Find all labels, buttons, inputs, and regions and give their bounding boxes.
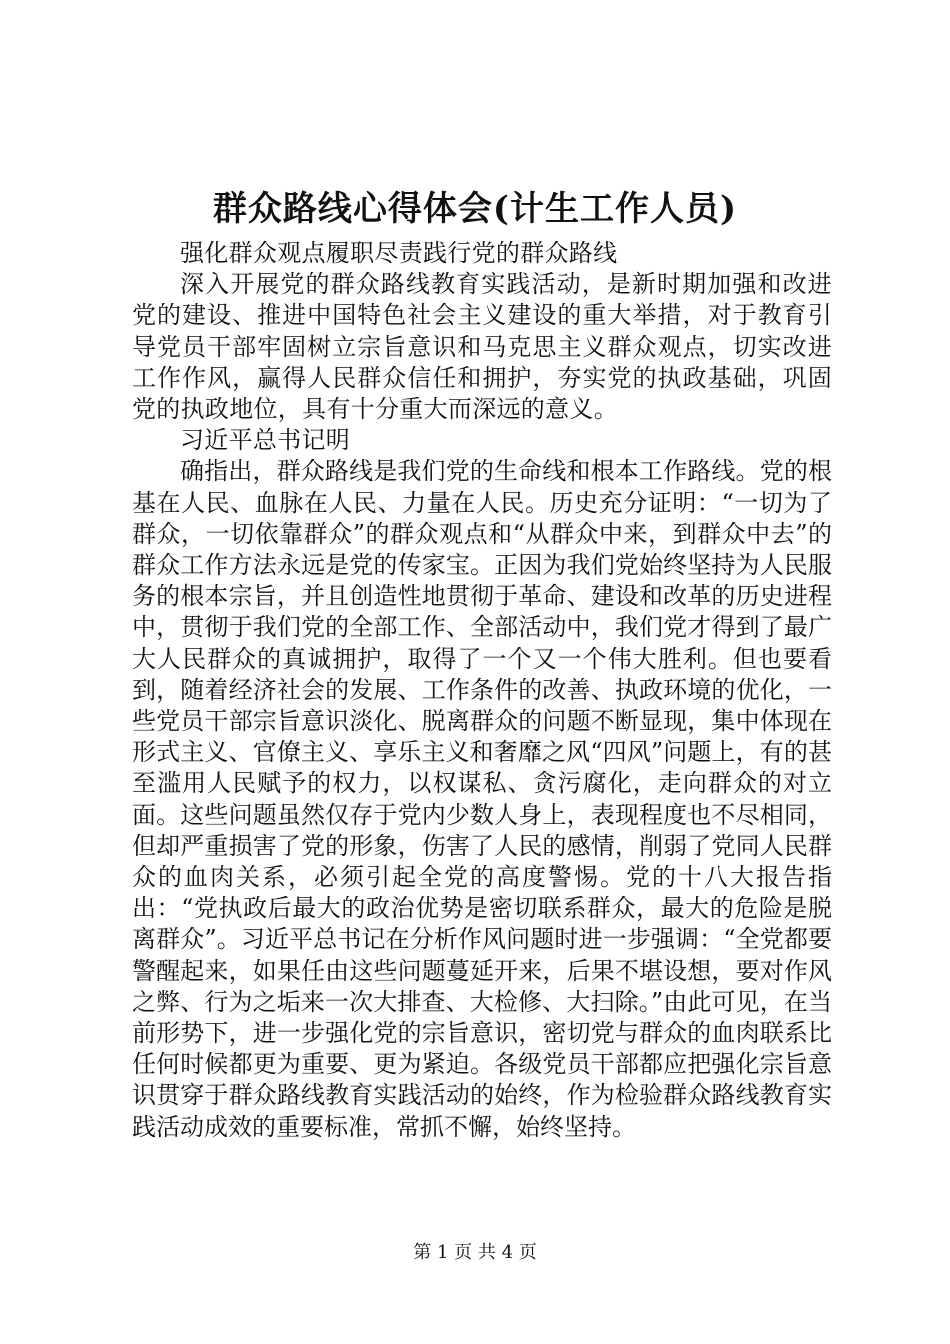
paragraph-intro: 深入开展党的群众路线教育实践活动，是新时期加强和改进党的建设、推进中国特色社会主义建设的重大举措，对于教育引导党员干部牢固树立宗旨意识和马克思主义群众观点，切实改进工作作风，赢得人民群众信任和拥护，夯实党的执政基础，巩固党的执政地位，具有十分重大而深远的意义。 (132, 270, 832, 424)
paragraph-subtitle: 强化群众观点履职尽责践行党的群众路线 (180, 239, 618, 267)
document-body (132, 238, 832, 1143)
document-title: 群众路线心得体会(计生工作人员) (212, 189, 738, 229)
paragraph-main: 确指出，群众路线是我们党的生命线和根本工作路线。党的根基在人民、血脉在人民、力量在人民。历史充分证明：“一切为了群众，一切依靠群众”的群众观点和“从群众中来，到群众中去”的群众工作方法永远是党的传家宝。正因为我们党始终坚持为人民服务的根本宗旨，并且创造性地贯彻于革命、建设和改革的历史进程中，贯彻于我们党的全部工作、全部活动中，我们党才得到了最广大人民群众的真诚拥护，取得了一个又一个伟大胜利。但也要看到，随着经济社会的发展、工作条件的改善、执政环境的优化，一些党员干部宗旨意识淡化、脱离群众的问题不断显现，集中体现在形式主义、官僚主义、享乐主义和奢靡之风“四风”问题上，有的甚至滥用人民赋予的权力，以权谋私、贪污腐化，走向群众的对立面。这些问题虽然仅存于党内少数人身上，表现程度也不尽相同，但却严重损害了党的形象，伤害了人民的感情，削弱了党同人民群众的血肉关系，必须引起全党的高度警惕。党的十八大报告指出：“党执政后最大的政治优势是密切联系群众，最大的危险是脱离群众”。习近平总书记在分析作风问题时进一步强调：“全党都要警醒起来，如果任由这些问题蔓延开来，后果不堪设想，要对作风之弊、行为之垢来一次大排查、大检修、大扫除。”由此可见，在当前形势下，进一步强化党的宗旨意识，密切党与群众的血肉联系比任何时候都更为重要、更为紧迫。各级党员干部都应把强化宗旨意识贯穿于群众路线教育实践活动的始终，作为检验群众路线教育实践活动成效的重要标准，常抓不懈，始终坚持。 (132, 457, 832, 1141)
page-footer: 第 1 页 共 4 页 (413, 1242, 537, 1263)
paragraph-xi-lead: 习近平总书记明 (180, 426, 351, 455)
